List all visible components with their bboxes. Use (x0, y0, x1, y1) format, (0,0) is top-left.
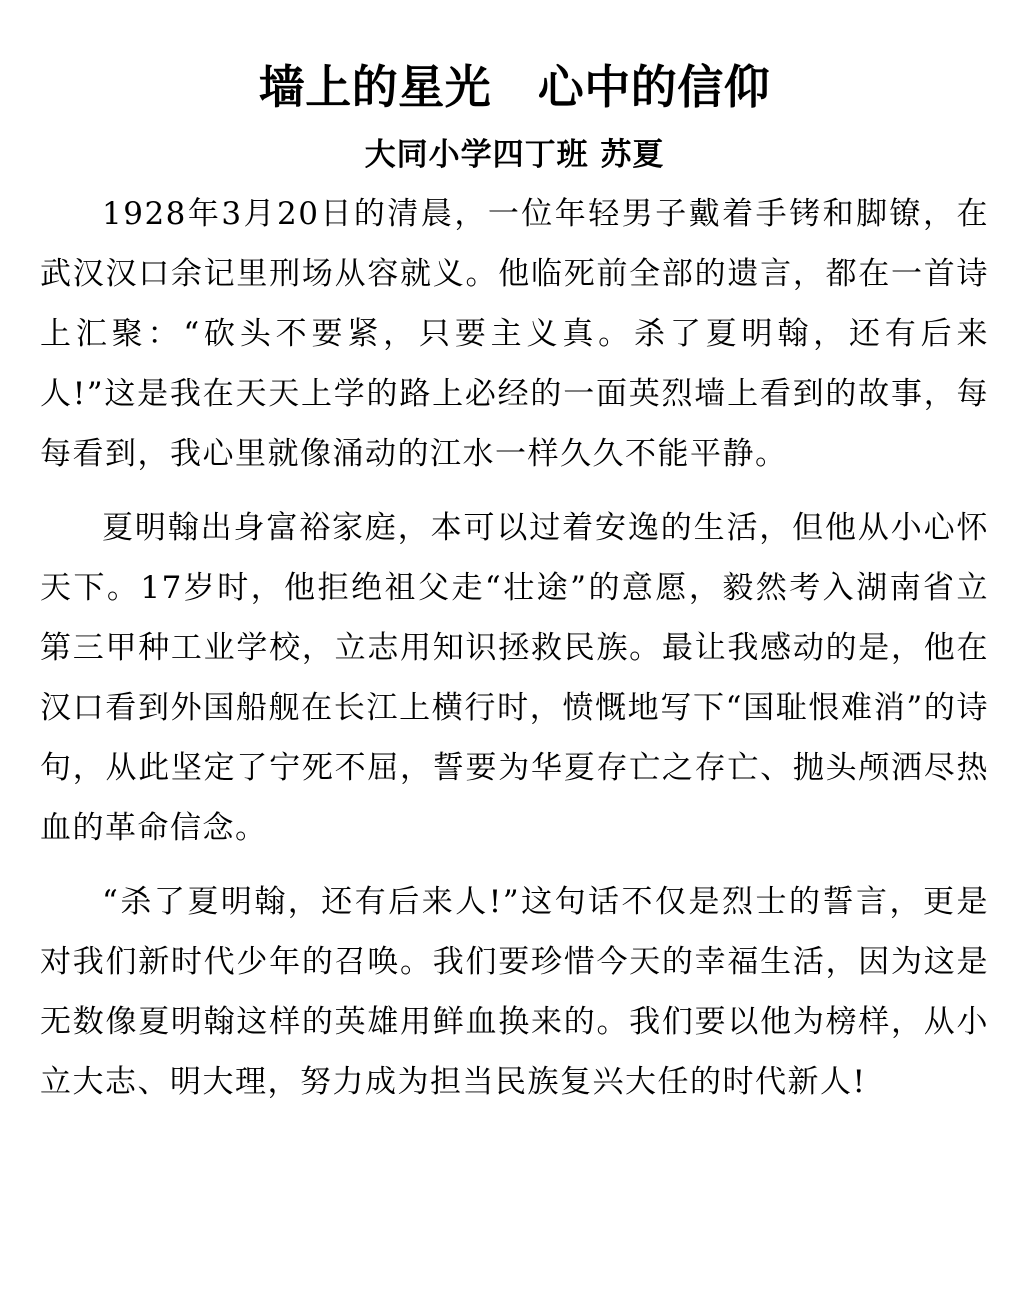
paragraph-3: “杀了夏明翰，还有后来人!”这句话不仅是烈士的誓言，更是对我们新时代少年的召唤。我们要珍惜今天的幸福生活，因为这是无数像夏明翰这样的英雄用鲜血换来的。我们要以他为榜样，从小立大志、明大理，努力成为担当民族复兴大任的时代新人! (40, 884, 989, 1100)
author-byline: 大同小学四丁班 苏夏 (364, 137, 665, 173)
paragraph-2: 夏明翰出身富裕家庭，本可以过着安逸的生活，但他从小心怀天下。17岁时，他拒绝祖父走“壮途”的意愿，毅然考入湖南省立第三甲种工业学校，立志用知识拯救民族。最让我感动的是，他在汉口看到外国船舰在长江上横行时，愤慨地写下“国耻恨难消”的诗句，从此坚定了宁死不屈，誓要为华夏存亡之存亡、抛头颅洒尽热血的革命信念。 (40, 510, 989, 846)
essay-title: 墙上的星光 心中的信仰 (258, 60, 771, 114)
paragraph-1: 1928年3月20日的清晨，一位年轻男子戴着手铐和脚镣，在武汉汉口余记里刑场从容就义。他临死前全部的遗言，都在一首诗上汇聚：“砍头不要紧，只要主义真。杀了夏明翰，还有后来人!”这是我在天天上学的路上必经的一面英烈墙上看到的故事，每每看到，我心里就像涌动的江水一样久久不能平静。 (40, 196, 989, 472)
